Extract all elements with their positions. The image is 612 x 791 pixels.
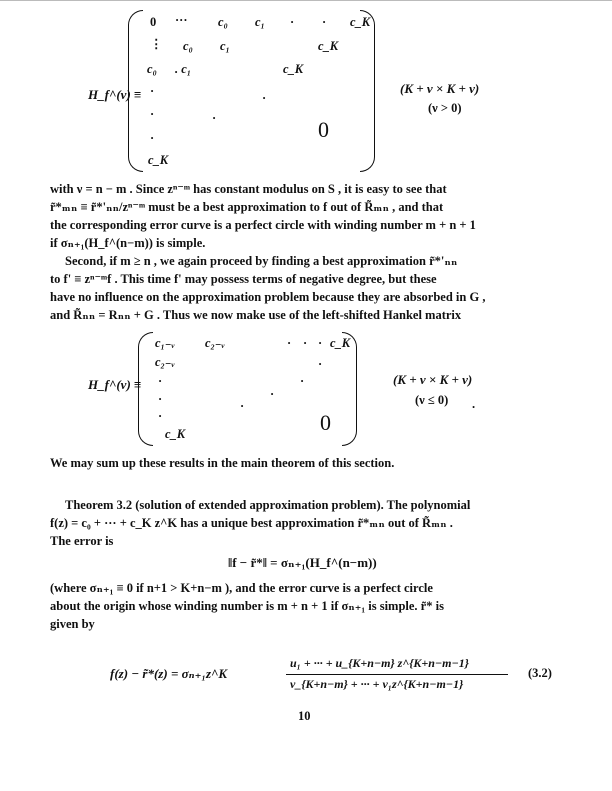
matrix-entry: ·	[318, 336, 323, 350]
right-bracket	[360, 10, 375, 172]
matrix-entry: c_K	[283, 62, 304, 76]
matrix-entry: ·	[270, 387, 275, 401]
left-bracket	[128, 10, 143, 172]
equation-number: (3.2)	[528, 666, 552, 680]
matrix-entry: c₁₋ᵥ	[155, 336, 175, 350]
matrix-entry: ·	[322, 15, 327, 29]
matrix-entry: ·	[262, 91, 267, 105]
matrix-entry: ·	[158, 392, 163, 406]
matrix-entry: ·	[287, 336, 292, 350]
matrix-entry: ⋮	[150, 37, 163, 51]
matrix-entry: c_K	[350, 15, 371, 29]
text-line: the corresponding error curve is a perfect circle with winding number m + n + 1	[50, 218, 476, 232]
matrix-entry: ·	[158, 374, 163, 388]
equation-numerator: u₁ + ··· + u_{K+n−m} z^{K+n−m−1}	[290, 656, 469, 670]
matrix-condition: (ν > 0)	[428, 101, 462, 115]
matrix-entry: c₁	[220, 39, 230, 53]
page-number: 10	[298, 709, 311, 723]
matrix-label: H_f^(ν) ≡	[88, 377, 142, 392]
text-line: with ν = n − m . Since zⁿ⁻ᵐ has constant modulus on S , it is easy to see that	[50, 182, 447, 196]
text-line: (where σₙ₊₁ ≡ 0 if n+1 > K+n−m ), and the error curve is a perfect circle	[50, 581, 433, 595]
error-equation: ‖f − r̃*‖ = σₙ₊₁(H_f^(n−m))	[228, 555, 377, 570]
matrix-entry: c_K	[330, 336, 351, 350]
matrix-entry: c_K	[318, 39, 339, 53]
text-line: We may sum up these results in the main theorem of this section.	[50, 456, 395, 470]
text-line: about the origin whose winding number is m + n + 1 if σₙ₊₁ is simple. r̃* is	[50, 599, 444, 613]
matrix-entry: ·	[318, 357, 323, 371]
matrix-entry: . c₁	[175, 62, 192, 76]
matrix-entry: ·	[150, 84, 155, 98]
matrix-entry: ·	[150, 107, 155, 121]
matrix-entry: ·	[240, 399, 245, 413]
matrix-entry: ·	[150, 131, 155, 145]
matrix-condition: (ν ≤ 0)	[415, 393, 449, 407]
matrix-entry: ·	[303, 336, 308, 350]
matrix-entry: ·	[212, 111, 217, 125]
text-line: to f' ≡ zⁿ⁻ᵐf . This time f' may possess terms of negative degree, but these	[50, 272, 437, 286]
text-line: given by	[50, 617, 95, 631]
matrix-entry: c₁	[255, 15, 265, 29]
text-line: Second, if m ≥ n , we again proceed by finding a best approximation r̃*'ₙₙ	[65, 254, 458, 268]
matrix-entry: ···	[175, 13, 188, 27]
matrix-entry: c_K	[148, 153, 169, 167]
text-line: The error is	[50, 534, 114, 548]
theorem-heading: Theorem 3.2 (solution of extended approximation problem). The polynomial	[65, 498, 471, 512]
text-line: if σₙ₊₁(H_f^(n−m)) is simple.	[50, 236, 206, 250]
matrix-entry: 0	[150, 15, 157, 29]
matrix-label: H_f^(ν) ≡	[88, 87, 142, 102]
matrix-zero-block: 0	[320, 410, 331, 435]
matrix-entry: ·	[158, 409, 163, 423]
text-line: have no influence on the approximation problem because they are absorbed in G ,	[50, 290, 486, 304]
text-line: r̃*ₘₙ ≡ r̃*'ₙₙ/zⁿ⁻ᵐ must be a best approximation to f out of R̃ₘₙ , and that	[50, 200, 444, 214]
matrix-entry: c₂₋ᵥ	[205, 336, 225, 350]
text-line: and R̃ₙₙ = Rₙₙ + G . Thus we now make use of the left-shifted Hankel matrix	[50, 308, 462, 322]
matrix-period: .	[472, 397, 476, 411]
matrix-dimensions: (K + ν × K + ν)	[400, 81, 480, 96]
matrix-entry: c₀	[183, 39, 193, 53]
scan-edge	[0, 0, 612, 1]
matrix-entry: ·	[300, 374, 305, 388]
matrix-entry: c₂₋ᵥ	[155, 355, 175, 369]
matrix-entry: c₀	[218, 15, 228, 29]
matrix-entry: c_K	[165, 427, 186, 441]
equation-lhs: f(z) − r̃*(z) = σₙ₊₁z^K	[110, 666, 228, 681]
fraction-bar	[286, 674, 508, 675]
left-bracket	[138, 332, 153, 446]
matrix-entry: c₀	[147, 62, 157, 76]
matrix-zero-block: 0	[318, 117, 329, 142]
text-line: f(z) = c₀ + ··· + c_K z^K has a unique best approximation r̃*ₘₙ out of R̃ₘₙ .	[50, 516, 453, 530]
equation-denominator: v_{K+n−m} + ··· + v₁z^{K+n−m−1}	[290, 677, 464, 691]
matrix-dimensions: (K + ν × K + ν)	[393, 372, 473, 387]
matrix-entry: ·	[290, 15, 295, 29]
